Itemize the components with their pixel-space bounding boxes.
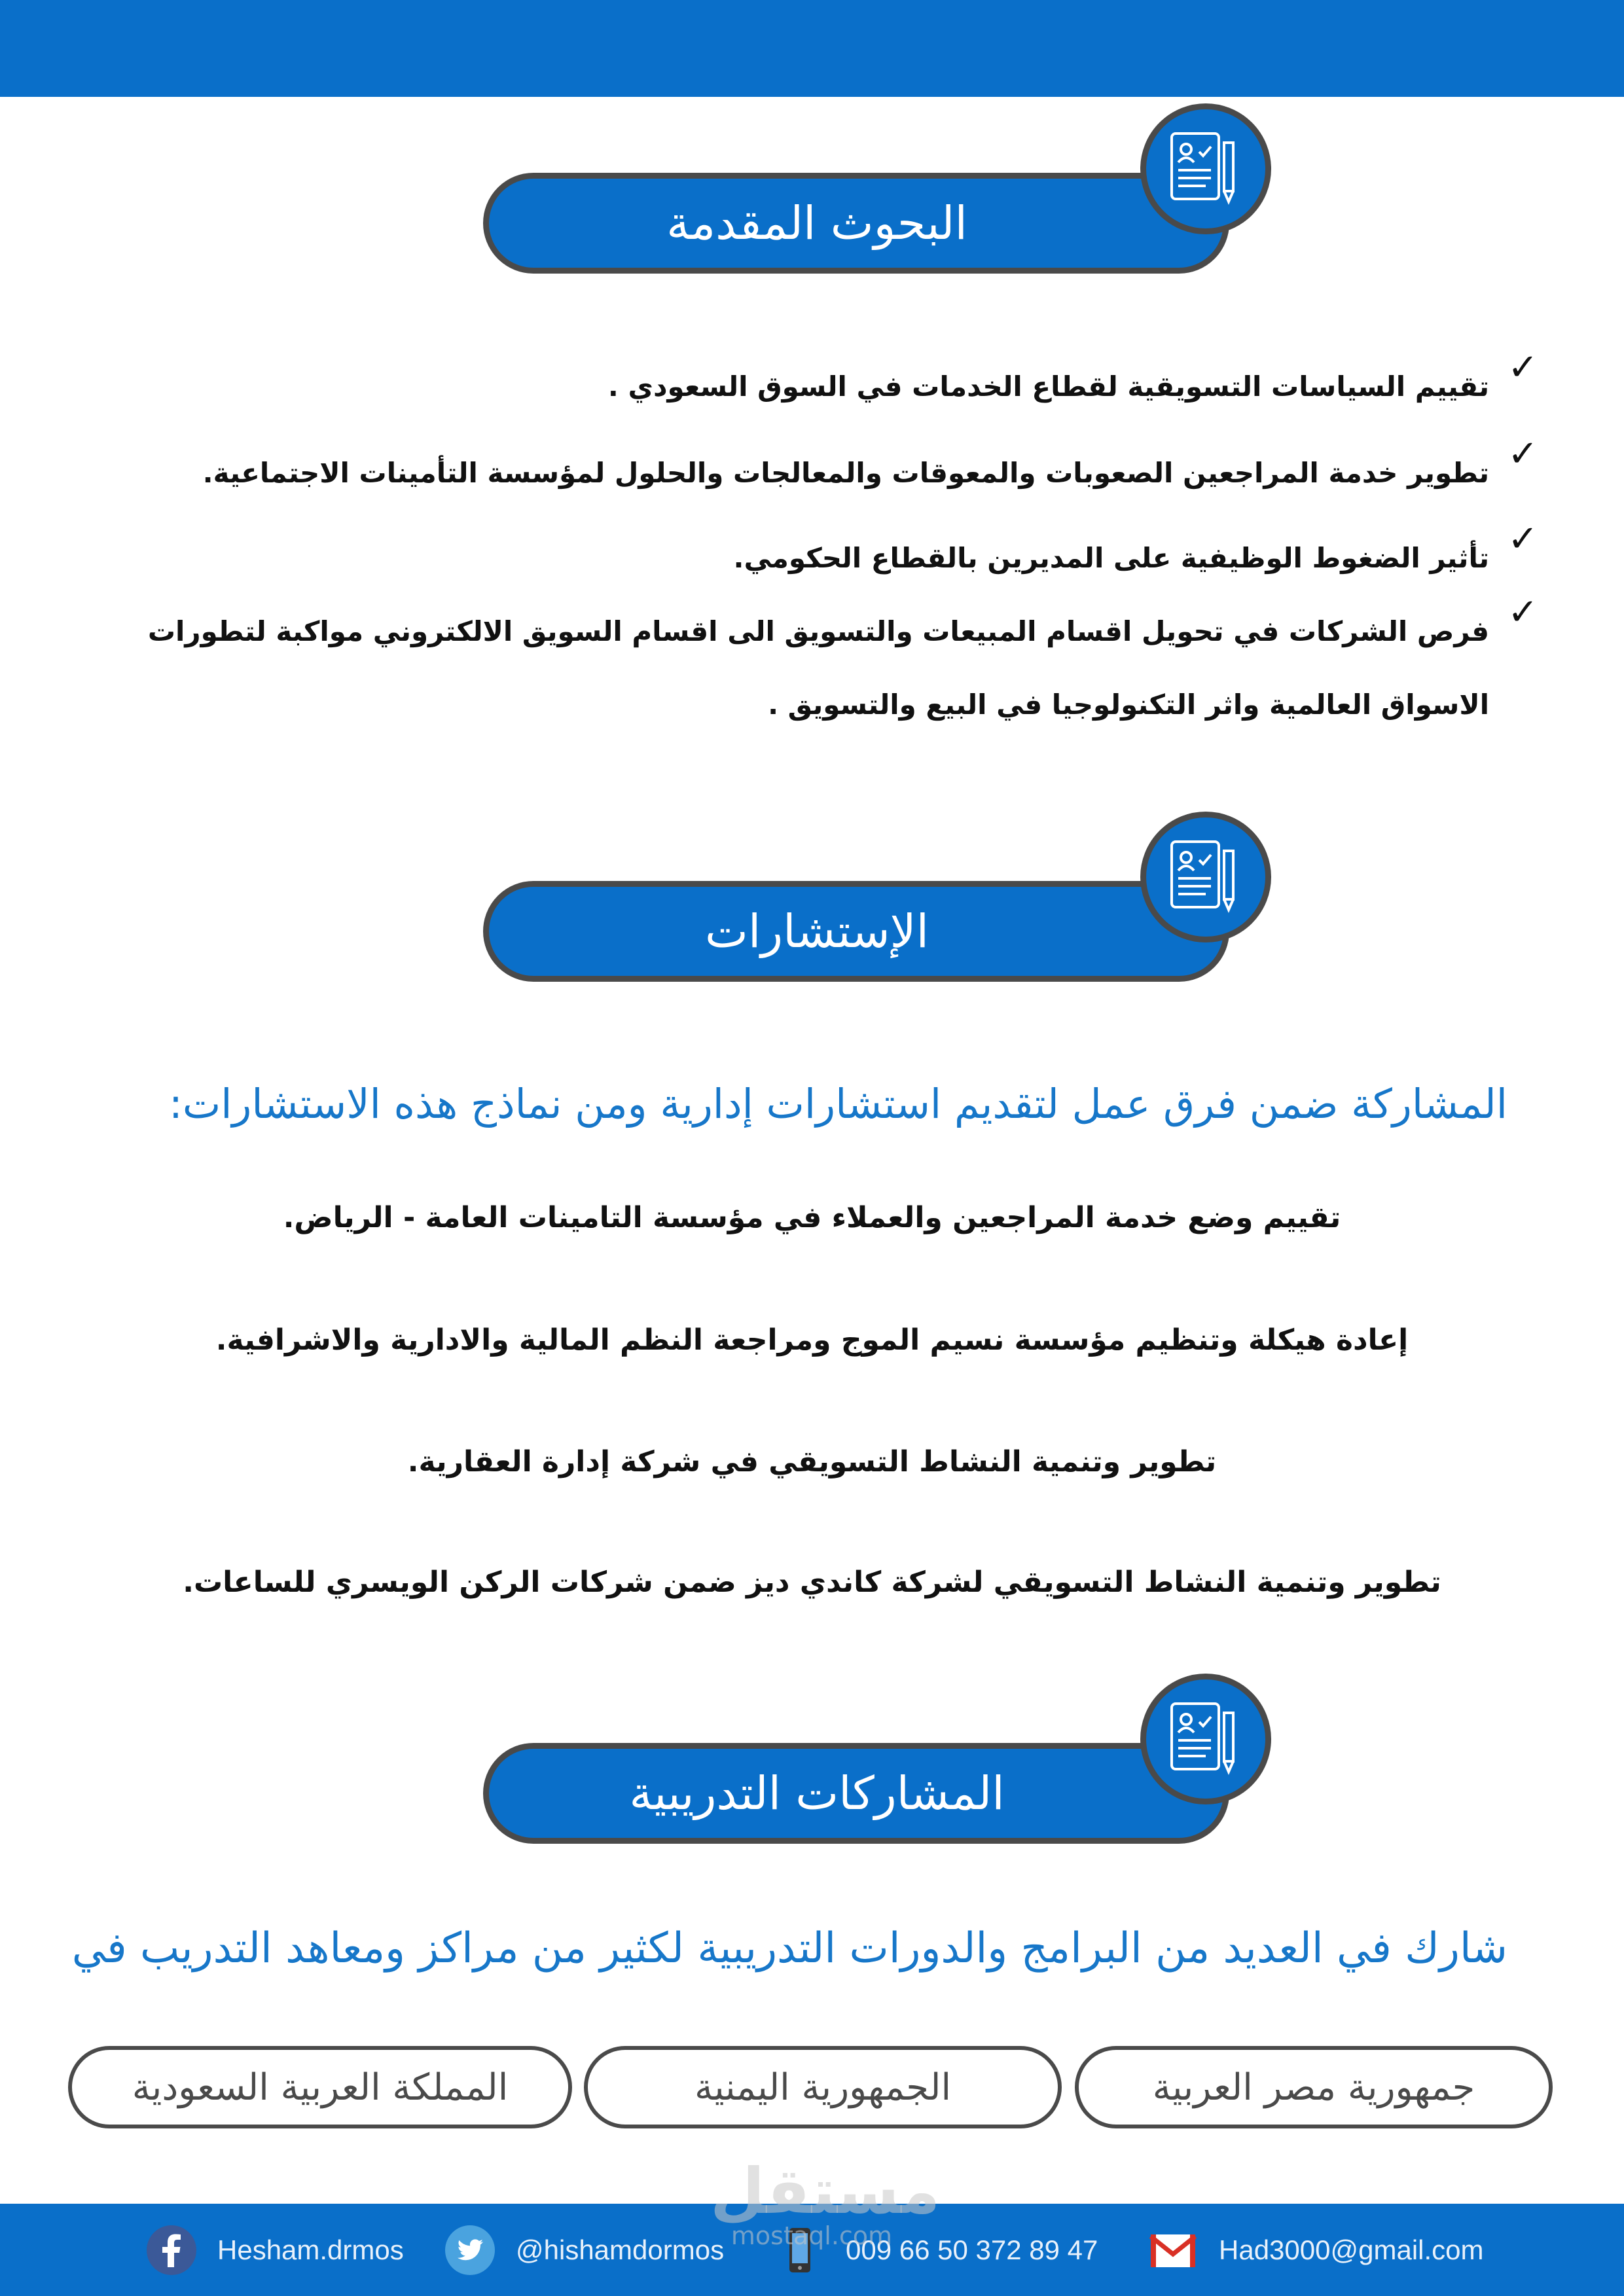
country-badge-saudi: المملكة العربية السعودية [68, 2046, 572, 2128]
research-list [65, 346, 1538, 742]
list-item: تطوير وتنمية النشاط التسويقي في شركة إدارة العقارية. [407, 1445, 1217, 1479]
consulting-title-pill [483, 881, 1229, 982]
facebook-contact[interactable] [145, 2204, 404, 2296]
twitter-icon [444, 2224, 496, 2276]
facebook-icon [145, 2224, 198, 2276]
gmail-icon [1147, 2224, 1199, 2276]
check-mark-icon: ✓ [1507, 433, 1538, 475]
research-title: البحوث المقدمة [666, 196, 967, 250]
resume-document-pen-icon [1140, 103, 1271, 234]
list-item: ✓ تقييم السياسات التسويقية لقطاع الخدمات في السوق السعودي . [607, 346, 1538, 403]
list-item: ✓ تطوير خدمة المراجعين الصعوبات والمعوقات والمعالجات والحلول لمؤسسة التأمينات الاجتماعية. [202, 433, 1538, 489]
twitter-contact[interactable] [444, 2204, 724, 2296]
facebook-handle: Hesham.drmos [217, 2234, 404, 2265]
country-badge-yemen: الجمهورية اليمنية [584, 2046, 1062, 2128]
resume-document-pen-icon [1140, 812, 1271, 942]
email-address: Had3000@gmail.com [1219, 2234, 1484, 2265]
list-item: تقييم وضع خدمة المراجعين والعملاء في مؤسسة التامينات العامة - الرياض. [283, 1201, 1341, 1234]
check-mark-icon: ✓ [1507, 518, 1538, 560]
twitter-handle: @hishamdormos [516, 2234, 725, 2265]
phone-number: 009 66 50 372 89 47 [846, 2234, 1098, 2265]
email-contact[interactable] [1147, 2204, 1484, 2296]
list-item: تطوير وتنمية النشاط التسويقي لشركة كاندي ديز ضمن شركات الركن الويسري للساعات. [183, 1566, 1441, 1599]
resume-document-pen-icon [1140, 1674, 1271, 1804]
check-mark-icon: ✓ [1507, 591, 1538, 634]
list-item-continuation: الاسواق العالمية واثر التكنولوجيا في البيع والتسويق . [768, 689, 1489, 721]
research-section-header [483, 103, 1279, 250]
research-title-pill [483, 173, 1229, 274]
top-banner [0, 0, 1624, 97]
check-mark-icon: ✓ [1507, 346, 1538, 389]
country-badge-egypt: جمهورية مصر العربية [1075, 2046, 1553, 2128]
training-title: المشاركات التدريبية [629, 1767, 1005, 1820]
watermark-logo: مستقل mostaql.com [710, 2155, 941, 2250]
training-intro: شارك في العديد من البرامج والدورات التدريبية لكثير من مراكز ومعاهد التدريب في [71, 1924, 1507, 1973]
training-title-pill [483, 1743, 1229, 1844]
consulting-intro: المشاركة ضمن فرق عمل لتقديم استشارات إدارية ومن نماذج هذه الاستشارات: [168, 1080, 1507, 1128]
list-item: ✓ تأثير الضغوط الوظيفية على المديرين بالقطاع الحكومي. [733, 518, 1538, 574]
consulting-section-header [483, 812, 1279, 956]
training-section-header [483, 1674, 1279, 1818]
list-item: ✓ فرص الشركات في تحويل اقسام المبيعات والتسويق الى اقسام السويق الالكتروني مواكبة لتطورات الاسواق العالمية واثر التكنولوجيا في البيع والتسويق . [65, 595, 1538, 742]
list-item: إعادة هيكلة وتنظيم مؤسسة نسيم الموج ومراجعة النظم المالية والادارية والاشرافية. [215, 1323, 1409, 1357]
consulting-title: الإستشارات [704, 905, 929, 958]
